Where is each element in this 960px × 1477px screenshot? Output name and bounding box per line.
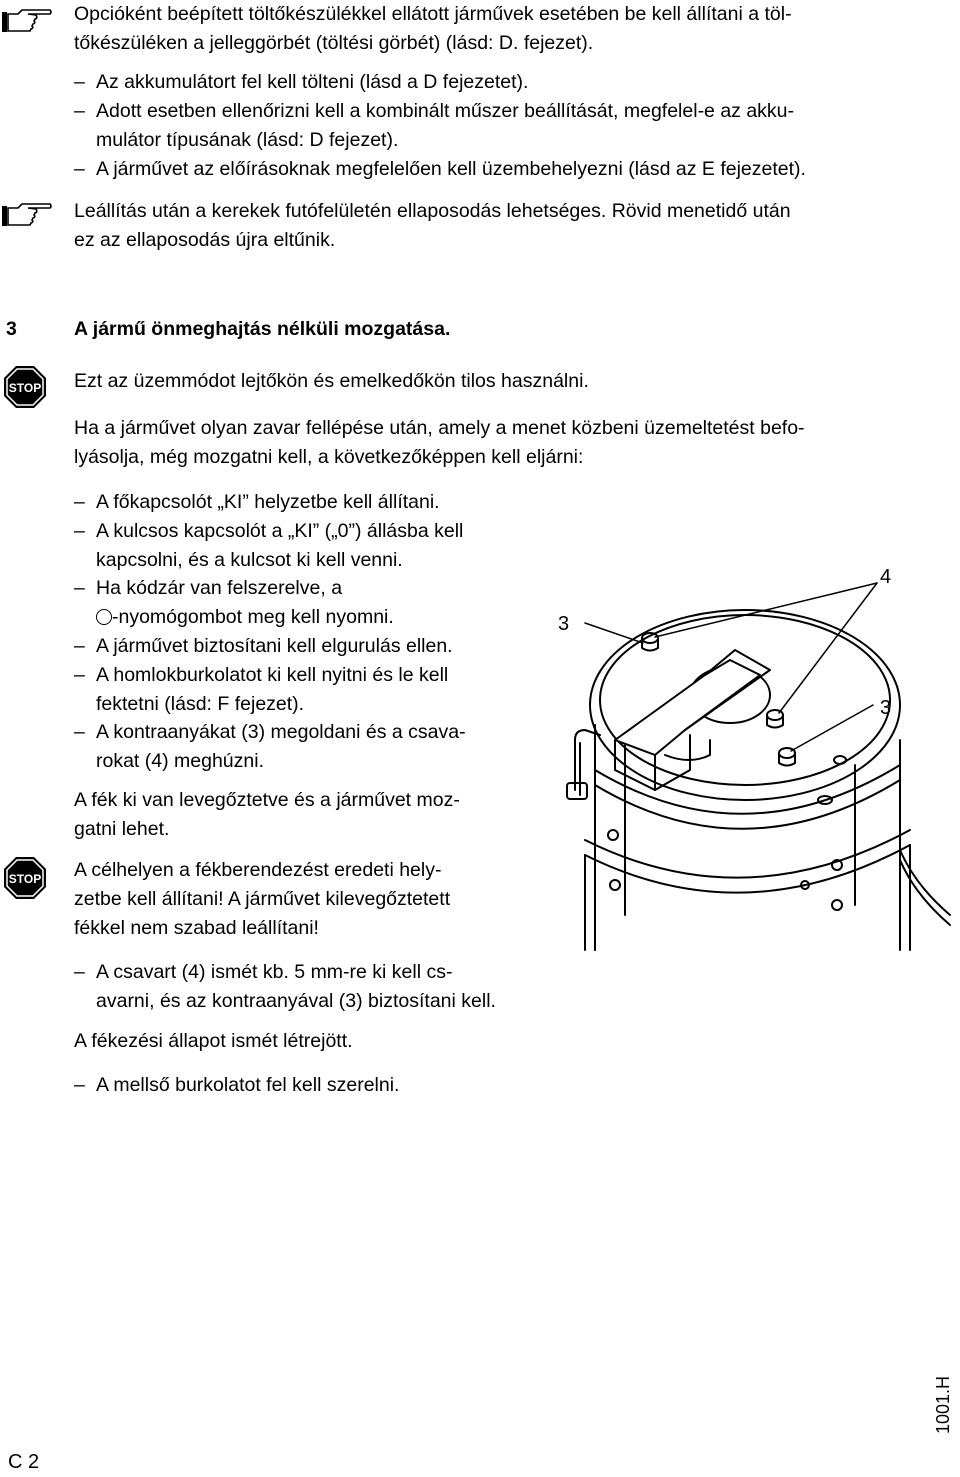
intro-paragraph [74, 414, 805, 472]
list-item [74, 574, 394, 632]
list-item [74, 488, 440, 517]
list-item-text-cont: fektetni (lásd: F fejezet). [96, 693, 305, 715]
second-note-line-1: Leállítás után a kerekek futófelületén ellaposodás lehetséges. Rövid menetidő után [74, 200, 791, 222]
dash-bullet: – [74, 158, 85, 180]
stop-warning-2-line-1: A célhelyen a fékberendezést eredeti hely- [74, 859, 442, 881]
pointing-hand-icon [2, 6, 52, 40]
list-item [74, 718, 466, 776]
section-number: 3 [6, 318, 17, 340]
dash-bullet: – [74, 577, 85, 599]
list-item [74, 661, 448, 719]
figure-label-3-right: 3 [880, 697, 892, 719]
list-item-text-cont: -nyomógombot meg kell nyomni. [112, 606, 394, 628]
brake-released-line-1: A fék ki van levegőztetve és a járművet moz- [74, 789, 460, 811]
brake-assembly-illustration [555, 555, 955, 955]
list-item-text: Adott esetben ellenőrizni kell a kombinált műszer beállítását, megfelel-e az akku- [96, 100, 795, 122]
stop-sign-text: STOP [8, 381, 42, 395]
stop-warning-2-line-2: zetbe kell állítani! A járművet kilevegőztetett [74, 888, 451, 910]
list-item-text: A kontraanyákat (3) megoldani és a csava- [96, 721, 466, 743]
list-item-text: A homlokburkolatot ki kell nyitni és le kell [96, 664, 449, 686]
list-item [74, 517, 463, 575]
stop-sign-text: STOP [8, 872, 42, 886]
braking-restored: A fékezési állapot ismét létrejött. [74, 1030, 353, 1052]
dash-bullet: – [74, 1074, 85, 1096]
list-item [74, 68, 528, 97]
list-item-text: A járművet az előírásoknak megfelelően kell üzembehelyezni (lásd az E fejezetet). [96, 158, 806, 180]
list-item-text: A mellső burkolatot fel kell szerelni. [96, 1074, 400, 1096]
stop-warning-2-line-3: fékkel nem szabad leállítani! [74, 917, 319, 939]
top-note-line-2: tőkészüléken a jelleggörbét (töltési görbét) (lásd: D. fejezet). [74, 32, 594, 54]
doc-code: 1001.H [933, 1375, 953, 1434]
list-item-text: A csavart (4) ismét kb. 5 mm-re ki kell cs- [96, 961, 453, 983]
list-item-text-cont: mulátor típusának (lásd: D fejezet). [96, 129, 399, 151]
list-item-text: A járművet biztosítani kell elgurulás ellen. [96, 635, 453, 657]
list-item-text: Az akkumulátort fel kell tölteni (lásd a D fejezetet). [96, 71, 529, 93]
stop-sign-icon [3, 365, 47, 415]
dash-bullet: – [74, 635, 85, 657]
stop-warning-1: Ezt az üzemmódot lejtőkön és emelkedőkön tilos használni. [74, 370, 589, 392]
dash-bullet: – [74, 100, 85, 122]
list-item-text-cont: kapcsolni, és a kulcsot ki kell venni. [96, 549, 403, 571]
figure-label-3-left: 3 [558, 613, 570, 635]
list-item [74, 1071, 399, 1100]
list-item [74, 958, 496, 1016]
second-note-line-2: ez az ellaposodás újra eltűnik. [74, 229, 336, 251]
dash-bullet: – [74, 721, 85, 743]
dash-bullet: – [74, 664, 85, 686]
pointing-hand-icon [2, 200, 52, 234]
list-item [74, 632, 453, 661]
brake-released-paragraph [74, 786, 460, 844]
stop-warning-2 [74, 856, 450, 943]
list-item-text-cont: rokat (4) meghúzni. [96, 750, 264, 772]
stop-sign-icon [3, 856, 47, 906]
intro-line-1: Ha a járművet olyan zavar fellépése után, amely a menet közbeni üzemeltetést befo- [74, 417, 805, 439]
list-item-text: A főkapcsolót „KI” helyzetbe kell állítani. [96, 491, 440, 513]
page-number: C 2 [8, 1451, 40, 1473]
dash-bullet: – [74, 520, 85, 542]
figure-label-4: 4 [880, 566, 892, 588]
section-title: A jármű önmeghajtás nélküli mozgatása. [74, 318, 451, 340]
list-item [74, 155, 806, 184]
dash-bullet: – [74, 71, 85, 93]
dash-bullet: – [74, 961, 85, 983]
circle-button-icon [96, 609, 112, 625]
top-note [74, 0, 792, 58]
list-item-text: Ha kódzár van felszerelve, a [96, 577, 343, 599]
dash-bullet: – [74, 491, 85, 513]
intro-line-2: lyásolja, még mozgatni kell, a következőképpen kell eljárni: [74, 446, 584, 468]
list-item-text: A kulcsos kapcsolót a „KI” („0”) állásba kell [96, 520, 464, 542]
list-item [74, 97, 794, 155]
screw-4-right [767, 710, 783, 728]
list-item-text-cont: avarni, és az kontraanyával (3) biztosítani kell. [96, 990, 496, 1012]
top-note-line-1: Opcióként beépített töltőkészülékkel ellátott járművek esetében be kell állítani a töl- [74, 3, 792, 25]
second-note [74, 197, 791, 255]
brake-released-line-2: gatni lehet. [74, 818, 170, 840]
